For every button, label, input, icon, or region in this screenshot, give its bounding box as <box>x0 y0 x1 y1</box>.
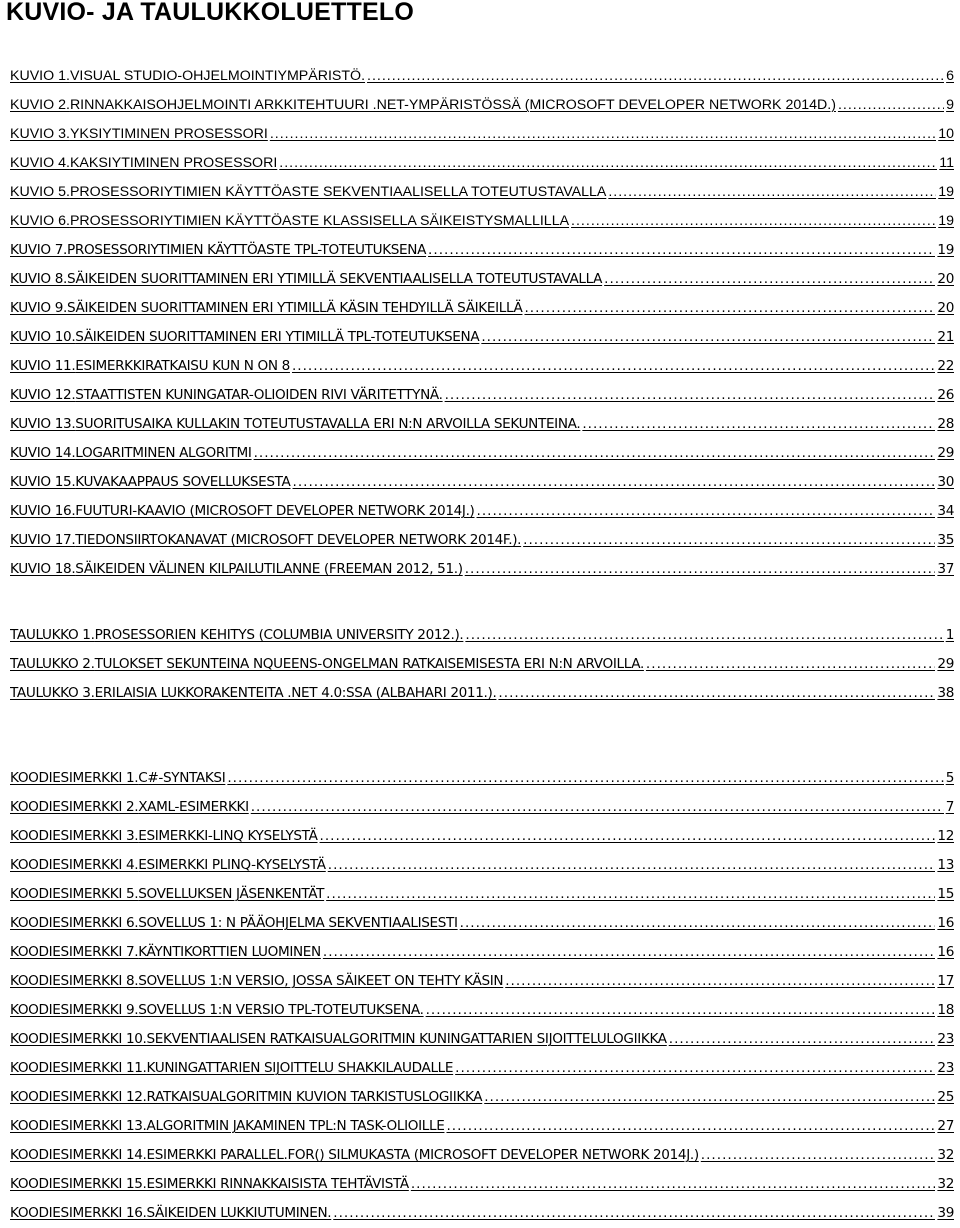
dot-leader <box>409 1170 936 1199</box>
code-example-entry-page-number: 25 <box>937 1089 954 1105</box>
dot-leader <box>503 967 935 996</box>
dot-leader <box>475 497 936 526</box>
dot-leader <box>602 265 935 294</box>
table-entry-page-number: 38 <box>937 685 954 701</box>
figure-entry-link[interactable] <box>10 149 954 178</box>
dot-leader <box>249 793 944 822</box>
code-example-entry-title: C#-SYNTAKSI <box>138 770 226 786</box>
table-entry-title: PROSESSORIEN KEHITYS (COLUMBIA UNIVERSITY 2012.). <box>94 627 464 643</box>
table-entry-label: TAULUKKO 1. <box>10 627 95 643</box>
code-example-entry-label: KOODIESIMERKKI 10. <box>10 1031 147 1047</box>
code-example-entry-page-number: 39 <box>937 1205 954 1221</box>
figure-entry-page-number: 19 <box>937 242 954 258</box>
code-example-entry <box>10 764 954 793</box>
code-example-entry-title: SOVELLUKSEN JÄSENKENTÄT <box>138 886 325 902</box>
code-example-entry-title: ESIMERKKI PARALLEL.FOR() SILMUKASTA (MICROSOFT DEVELOPER NETWORK 2014J.) <box>146 1147 699 1163</box>
table-entry <box>10 621 954 650</box>
code-example-entry-label: KOODIESIMERKKI 14. <box>10 1147 147 1163</box>
figure-entry-title: FUUTURI-KAAVIO (MICROSOFT DEVELOPER NETWORK 2014J.) <box>75 503 475 519</box>
figure-entry-title: LOGARITMINEN ALGORITMI <box>75 445 252 461</box>
figure-entry-page-number: 19 <box>938 213 954 229</box>
code-example-entry <box>10 1025 954 1054</box>
figure-entry-title: RINNAKKAISOHJELMOINTI ARKKITEHTUURI .NET-YMPÄRISTÖSSÄ (MICROSOFT DEVELOPER NETWORK 2014D.) <box>69 97 836 113</box>
code-example-entry-link[interactable] <box>10 996 954 1025</box>
figure-entry-title: SÄIKEIDEN SUORITTAMINEN ERI YTIMILLÄ SEKVENTIAALISELLA TOTEUTUSTAVALLA <box>67 271 603 287</box>
figure-entry <box>10 381 954 410</box>
code-example-entry-label: KOODIESIMERKKI 8. <box>10 973 139 989</box>
code-example-entry-link[interactable] <box>10 793 954 822</box>
code-example-entry-page-number: 27 <box>937 1118 954 1134</box>
figure-entry-page-number: 9 <box>946 97 954 113</box>
figure-entry-label: KUVIO 16. <box>10 503 76 519</box>
code-example-entry-label: KOODIESIMERKKI 9. <box>10 1002 139 1018</box>
figure-entry-page-number: 20 <box>937 271 954 287</box>
figure-entry <box>10 526 954 555</box>
code-example-entry-link[interactable] <box>10 1025 954 1054</box>
figure-entry-page-number: 30 <box>937 474 954 490</box>
figure-entry <box>10 555 954 584</box>
code-example-entry-title: KÄYNTIKORTTIEN LUOMINEN <box>138 944 321 960</box>
code-example-entry-label: KOODIESIMERKKI 3. <box>10 828 139 844</box>
figure-entry <box>10 323 954 352</box>
code-example-entry-title: XAML-ESIMERKKI <box>138 799 249 815</box>
figure-entry-label: KUVIO 7. <box>10 242 67 258</box>
dot-leader <box>463 621 943 650</box>
figure-entry-page-number: 28 <box>937 416 954 432</box>
figure-entry-label: KUVIO 9. <box>10 300 67 316</box>
figure-entry-title: SUORITUSAIKA KULLAKIN TOTEUTUSTAVALLA ERI N:N ARVOILLA SEKUNTEINA. <box>75 416 581 432</box>
code-example-entry-link[interactable] <box>10 1054 954 1083</box>
figure-entry-link[interactable] <box>10 497 954 526</box>
code-example-entry-label: KOODIESIMERKKI 4. <box>10 857 139 873</box>
figure-entry-label: KUVIO 5. <box>10 184 70 200</box>
figure-entry <box>10 236 954 265</box>
figure-entry-title: KUVAKAAPPAUS SOVELLUKSESTA <box>75 474 291 490</box>
figure-entry-page-number: 26 <box>937 387 954 403</box>
code-example-entry-title: SOVELLUS 1:N VERSIO, JOSSA SÄIKEET ON TEHTY KÄSIN <box>138 973 504 989</box>
code-example-entry <box>10 880 954 909</box>
figure-entry-link[interactable] <box>10 120 954 149</box>
code-example-entry <box>10 967 954 996</box>
figure-entry-page-number: 34 <box>937 503 954 519</box>
code-example-entry-label: KOODIESIMERKKI 16. <box>10 1205 147 1221</box>
figure-entry-link[interactable] <box>10 526 954 555</box>
figure-entry <box>10 207 954 236</box>
figure-entry-link[interactable] <box>10 555 954 584</box>
dot-leader <box>426 236 935 265</box>
code-example-entry-link[interactable] <box>10 880 954 909</box>
code-example-entry-page-number: 23 <box>937 1060 954 1076</box>
code-example-entry <box>10 1141 954 1170</box>
figure-entry-label: KUVIO 8. <box>10 271 67 287</box>
code-example-entry <box>10 1054 954 1083</box>
figure-entry-title: PROSESSORIYTIMIEN KÄYTTÖASTE TPL-TOTEUTUKSENA <box>67 242 427 258</box>
figure-entry-link[interactable] <box>10 439 954 468</box>
code-example-entry-page-number: 16 <box>937 915 954 931</box>
dot-leader <box>290 352 935 381</box>
code-example-entry-label: KOODIESIMERKKI 12. <box>10 1089 147 1105</box>
code-example-entry-label: KOODIESIMERKKI 5. <box>10 886 139 902</box>
code-example-entry-page-number: 23 <box>937 1031 954 1047</box>
dot-leader <box>836 91 944 120</box>
code-example-entry-title: SÄIKEIDEN LUKKIUTUMINEN. <box>146 1205 332 1221</box>
figure-entry-label: KUVIO 17. <box>10 532 76 548</box>
table-entry-link[interactable] <box>10 621 954 650</box>
table-entry-link[interactable] <box>10 650 954 679</box>
figure-entry-title: KAKSIYTIMINEN PROSESSORI <box>69 155 278 171</box>
figure-entry-page-number: 20 <box>937 300 954 316</box>
code-example-entry-title: ESIMERKKI PLINQ-KYSELYSTÄ <box>138 857 326 873</box>
code-example-entry <box>10 1112 954 1141</box>
figure-entry-title: SÄIKEIDEN VÄLINEN KILPAILUTILANNE (FREEMAN 2012, 51.) <box>75 561 463 577</box>
dot-leader <box>326 851 936 880</box>
code-example-entry-page-number: 17 <box>937 973 954 989</box>
figure-entry-page-number: 19 <box>938 184 954 200</box>
code-example-entry-link[interactable] <box>10 1083 954 1112</box>
figure-entry-label: KUVIO 2. <box>10 97 70 113</box>
code-example-entry-page-number: 7 <box>945 799 954 815</box>
code-example-entry-link[interactable] <box>10 822 954 851</box>
figure-entry-label: KUVIO 13. <box>10 416 76 432</box>
figure-entry-page-number: 6 <box>946 68 954 84</box>
code-example-entry-page-number: 15 <box>937 886 954 902</box>
figure-entry <box>10 149 954 178</box>
figure-entry-link[interactable] <box>10 352 954 381</box>
code-example-entry-title: KUNINGATTARIEN SIJOITTELU SHAKKILAUDALLE <box>146 1060 454 1076</box>
figure-entry-title: TIEDONSIIRTOKANAVAT (MICROSOFT DEVELOPER NETWORK 2014F.). <box>75 532 522 548</box>
dot-leader <box>318 822 936 851</box>
dot-leader <box>606 178 936 207</box>
figure-entry-page-number: 29 <box>937 445 954 461</box>
figure-entry-label: KUVIO 6. <box>10 213 70 229</box>
dot-leader <box>331 1199 935 1228</box>
code-example-entry <box>10 1083 954 1112</box>
code-example-entry-page-number: 32 <box>937 1147 954 1163</box>
figure-entry-label: KUVIO 15. <box>10 474 76 490</box>
dot-leader <box>443 381 936 410</box>
figure-entry <box>10 439 954 468</box>
figure-entry-link[interactable] <box>10 294 954 323</box>
figure-entry-title: YKSIYTIMINEN PROSESSORI <box>69 126 268 142</box>
table-list <box>10 621 954 708</box>
code-example-entry-label: KOODIESIMERKKI 11. <box>10 1060 147 1076</box>
dot-leader <box>699 1141 936 1170</box>
code-example-entry-link[interactable] <box>10 764 954 793</box>
dot-leader <box>453 1054 935 1083</box>
figure-entry-title: VISUAL STUDIO-OHJELMOINTIYMPÄRISTÖ. <box>69 68 366 84</box>
code-example-entry-title: SEKVENTIAALISEN RATKAISUALGORITMIN KUNINGATTARIEN SIJOITTELULOGIIKKA <box>146 1031 667 1047</box>
code-example-entry-title: ESIMERKKI-LINQ KYSELYSTÄ <box>138 828 318 844</box>
code-example-entry <box>10 793 954 822</box>
figure-entry-title: PROSESSORIYTIMIEN KÄYTTÖASTE SEKVENTIAALISELLA TOTEUTUSTAVALLA <box>69 184 607 200</box>
dot-leader <box>458 909 936 938</box>
figure-entry-link[interactable] <box>10 265 954 294</box>
figure-entry-link[interactable] <box>10 468 954 497</box>
figure-entry-link[interactable] <box>10 381 954 410</box>
dot-leader <box>321 938 936 967</box>
figure-entry <box>10 120 954 149</box>
dot-leader <box>424 996 936 1025</box>
dot-leader <box>252 439 936 468</box>
page-title: KUVIO- JA TAULUKKOLUETTELO <box>6 0 414 26</box>
table-entry-title: ERILAISIA LUKKORAKENTEITA .NET 4.0:SSA (ALBAHARI 2011.). <box>94 685 497 701</box>
figure-entry <box>10 294 954 323</box>
figure-entry <box>10 410 954 439</box>
code-example-entry-link[interactable] <box>10 851 954 880</box>
figure-entry-link[interactable] <box>10 410 954 439</box>
figure-entry-label: KUVIO 14. <box>10 445 76 461</box>
figure-entry-link[interactable] <box>10 207 954 236</box>
figure-entry-page-number: 37 <box>937 561 954 577</box>
figure-entry-title: PROSESSORIYTIMIEN KÄYTTÖASTE KLASSISELLA SÄIKEISTYSMALLILLA <box>69 213 570 229</box>
dot-leader <box>580 410 935 439</box>
code-example-entry-title: ESIMERKKI RINNAKKAISISTA TEHTÄVISTÄ <box>146 1176 409 1192</box>
table-entry-label: TAULUKKO 3. <box>10 685 95 701</box>
code-example-entry-title: SOVELLUS 1: N PÄÄOHJELMA SEKVENTIAALISESTI <box>138 915 458 931</box>
code-example-entry-page-number: 16 <box>937 944 954 960</box>
code-example-entry <box>10 822 954 851</box>
code-example-entry-label: KOODIESIMERKKI 1. <box>10 770 139 786</box>
table-entry-title: TULOKSET SEKUNTEINA NQUEENS-ONGELMAN RATKAISEMISESTA ERI N:N ARVOILLA. <box>94 656 644 672</box>
code-example-entry-link[interactable] <box>10 909 954 938</box>
code-example-entry-title: RATKAISUALGORITMIN KUVION TARKISTUSLOGIIKKA <box>146 1089 483 1105</box>
table-entry-link[interactable] <box>10 679 954 708</box>
dot-leader <box>479 323 935 352</box>
figure-entry-page-number: 22 <box>937 358 954 374</box>
figure-entry-label: KUVIO 11. <box>10 358 76 374</box>
code-example-entry-page-number: 32 <box>937 1176 954 1192</box>
figure-entry-label: KUVIO 10. <box>10 329 76 345</box>
table-entry-label: TAULUKKO 2. <box>10 656 95 672</box>
dot-leader <box>277 149 937 178</box>
figure-entry <box>10 178 954 207</box>
figure-entry <box>10 352 954 381</box>
code-example-entry-page-number: 18 <box>937 1002 954 1018</box>
code-example-entry <box>10 851 954 880</box>
code-example-entry-page-number: 13 <box>937 857 954 873</box>
code-example-entry-link[interactable] <box>10 967 954 996</box>
dot-leader <box>521 526 935 555</box>
code-example-entry-title: ALGORITMIN JAKAMINEN TPL:N TASK-OLIOILLE <box>146 1118 445 1134</box>
figure-entry-title: STAATTISTEN KUNINGATAR-OLIOIDEN RIVI VÄRITETTYNÄ. <box>75 387 443 403</box>
code-example-entry-page-number: 5 <box>945 770 954 786</box>
figure-entry-title: SÄIKEIDEN SUORITTAMINEN ERI YTIMILLÄ KÄSIN TEHDYILLÄ SÄIKEILLÄ <box>67 300 523 316</box>
code-example-entry-label: KOODIESIMERKKI 7. <box>10 944 139 960</box>
dot-leader <box>225 764 943 793</box>
code-example-entry-link[interactable] <box>10 1141 954 1170</box>
figure-entry-link[interactable] <box>10 236 954 265</box>
figure-entry-page-number: 21 <box>937 329 954 345</box>
dot-leader <box>667 1025 936 1054</box>
figure-entry-link[interactable] <box>10 178 954 207</box>
figure-entry-link[interactable] <box>10 91 954 120</box>
code-example-entry <box>10 909 954 938</box>
figure-entry-title: SÄIKEIDEN SUORITTAMINEN ERI YTIMILLÄ TPL-TOTEUTUKSENA <box>75 329 480 345</box>
code-example-entry <box>10 938 954 967</box>
dot-leader <box>463 555 936 584</box>
dot-leader <box>482 1083 935 1112</box>
table-entry <box>10 679 954 708</box>
figure-list <box>10 62 954 584</box>
figure-entry <box>10 265 954 294</box>
figure-entry-label: KUVIO 12. <box>10 387 76 403</box>
dot-leader <box>268 120 936 149</box>
code-example-entry-link[interactable] <box>10 1170 954 1199</box>
code-example-entry-page-number: 12 <box>937 828 954 844</box>
dot-leader <box>291 468 936 497</box>
figure-entry-link[interactable] <box>10 323 954 352</box>
dot-leader <box>569 207 936 236</box>
code-example-entry-label: KOODIESIMERKKI 6. <box>10 915 139 931</box>
dot-leader <box>444 1112 935 1141</box>
table-entry-page-number: 1 <box>945 627 954 643</box>
code-example-entry-label: KOODIESIMERKKI 13. <box>10 1118 147 1134</box>
code-example-entry <box>10 1170 954 1199</box>
dot-leader <box>522 294 935 323</box>
dot-leader <box>644 650 935 679</box>
code-example-entry-link[interactable] <box>10 1112 954 1141</box>
code-example-entry-link[interactable] <box>10 938 954 967</box>
figure-entry <box>10 62 954 91</box>
dot-leader <box>365 62 944 91</box>
table-entry-page-number: 29 <box>937 656 954 672</box>
code-example-entry <box>10 1199 954 1228</box>
dot-leader <box>324 880 935 909</box>
code-example-entry <box>10 996 954 1025</box>
code-example-entry-link[interactable] <box>10 1199 954 1228</box>
table-entry <box>10 650 954 679</box>
figure-entry <box>10 468 954 497</box>
code-example-entry-label: KOODIESIMERKKI 15. <box>10 1176 147 1192</box>
figure-entry-label: KUVIO 3. <box>10 126 70 142</box>
figure-entry-link[interactable] <box>10 62 954 91</box>
figure-entry-page-number: 10 <box>938 126 954 142</box>
figure-entry <box>10 91 954 120</box>
figure-entry <box>10 497 954 526</box>
figure-entry-title: ESIMERKKIRATKAISU KUN N ON 8 <box>75 358 290 374</box>
figure-entry-page-number: 35 <box>937 532 954 548</box>
code-example-entry-title: SOVELLUS 1:N VERSIO TPL-TOTEUTUKSENA. <box>138 1002 424 1018</box>
figure-entry-label: KUVIO 18. <box>10 561 76 577</box>
figure-entry-label: KUVIO 1. <box>10 68 70 84</box>
code-example-list <box>10 764 954 1228</box>
code-example-entry-label: KOODIESIMERKKI 2. <box>10 799 139 815</box>
figure-entry-page-number: 11 <box>939 155 954 171</box>
dot-leader <box>496 679 935 708</box>
figure-entry-label: KUVIO 4. <box>10 155 70 171</box>
